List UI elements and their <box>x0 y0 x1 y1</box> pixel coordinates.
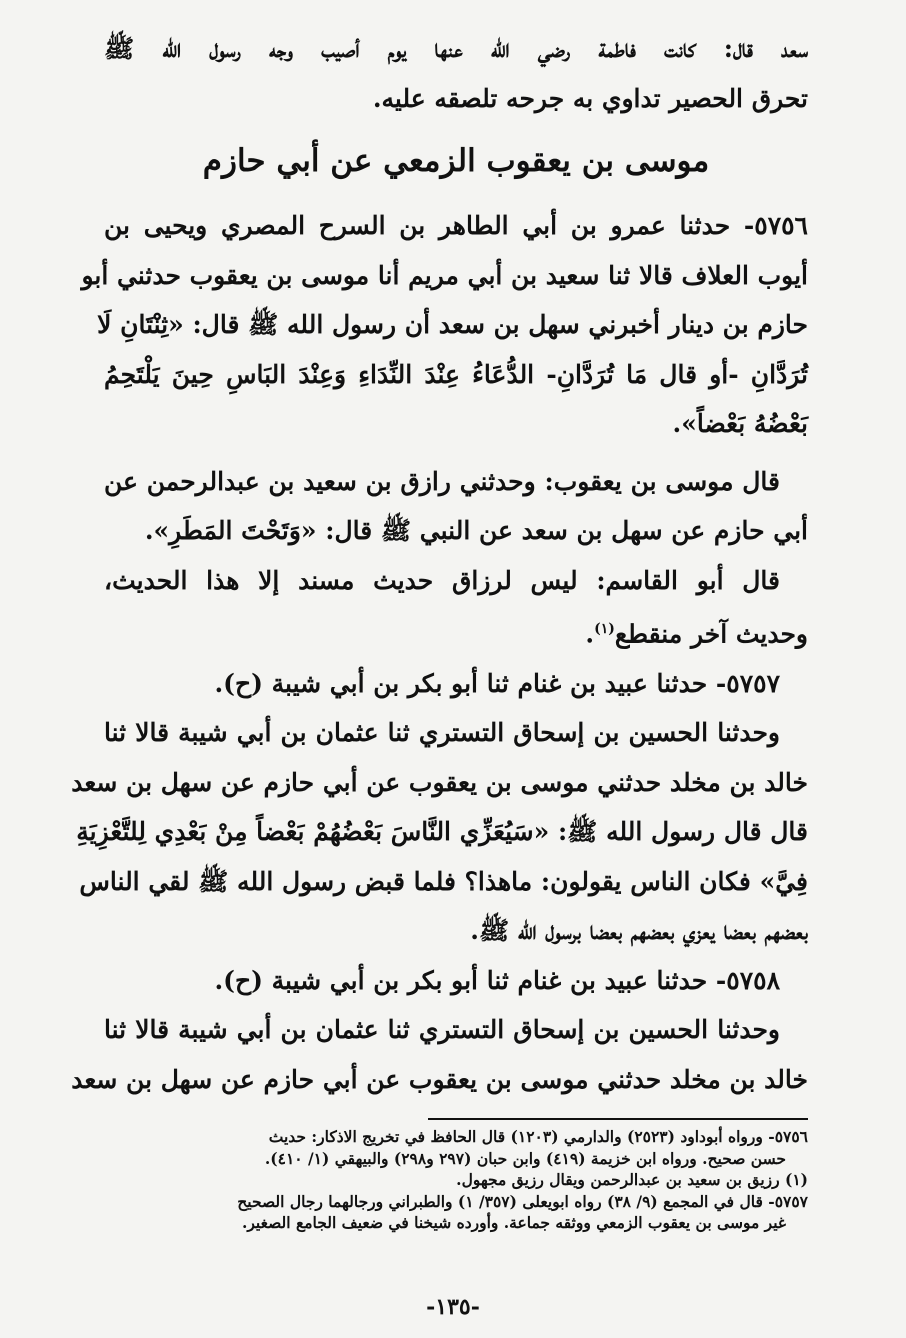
footnote-line: غير موسى بن يعقوب الزمعي ووثقه جماعة. وأورده شيخنا في ضعيف الجامع الصغير. <box>241 1213 786 1233</box>
text-line: بعضهم بعضا يعزي بعضهم بعضا برسول الله ﷺ. <box>470 916 808 946</box>
text-span: وحديث آخر منقطع <box>614 619 808 649</box>
text-line <box>104 605 808 659</box>
text-line: تحرق الحصير تداوي به جرحه تلصقه عليه. <box>372 83 808 113</box>
text-line: قال أبو القاسم: ليس لرزاق حديث مسند إلا هذا الحديث، <box>104 565 780 595</box>
footnote-line: ٥٧٥٧- قال في المجمع (٩/ ٣٨) رواه ابويعلى (٣٥٧/ ١) والطبراني ورجالهما رجال الصحيح <box>237 1191 808 1211</box>
text-line: وحدثنا الحسين بن إسحاق التستري ثنا عثمان بن أبي شيبة قالا ثنا <box>104 1015 780 1045</box>
hadith-number: ٥٧٥٨- <box>715 965 780 995</box>
hadith-text: حدثنا عمرو بن أبي الطاهر بن السرح المصري ويحيى بن <box>104 211 731 240</box>
text-span: . <box>585 619 595 649</box>
hadith-5758-line-1 <box>104 956 808 1006</box>
text-line: بَعْضُهُ بَعْضاً». <box>672 409 808 438</box>
text-line: أبي حازم عن سهل بن سعد عن النبي ﷺ قال: «وَتَحْتَ المَطَرِ». <box>144 516 808 545</box>
text-line: أيوب العلاف قالا ثنا سعيد بن أبي مريم أنا موسى بن يعقوب حدثني أبو <box>81 260 808 290</box>
footnote-divider <box>428 1118 808 1120</box>
footnote-line: حسن صحيح. ورواه ابن خزيمة (٤١٩) وابن حبان (٢٩٧ و٢٩٨) والبيهقي (١/ ٤١٠). <box>264 1148 786 1168</box>
hadith-text: حدثنا عبيد بن غنام ثنا أبو بكر بن أبي شيبة (ح). <box>214 965 708 995</box>
page-number: -١٣٥- <box>426 1294 480 1320</box>
text-line: قال موسى بن يعقوب: وحدثني رازق بن سعيد بن عبدالرحمن عن <box>104 466 780 496</box>
hadith-number: ٥٧٥٧- <box>715 668 780 698</box>
text-line: خالد بن مخلد حدثني موسى بن يعقوب عن أبي حازم عن سهل بن سعد <box>71 1064 808 1094</box>
hadith-number: ٥٧٥٦- <box>743 211 808 240</box>
text-line: سعد قال: كانت فاطمة رضي الله عنها يوم أصيب وجه رسول الله ﷺ <box>104 34 808 63</box>
hadith-5756-line-1 <box>104 201 808 251</box>
text-line: خالد بن مخلد حدثني موسى بن يعقوب عن أبي حازم عن سهل بن سعد <box>71 767 808 797</box>
hadith-5757-line-1 <box>104 659 808 709</box>
footnote-line: ٥٧٥٦- ورواه أبوداود (٢٥٢٣) والدارمي (١٢٠٣) قال الحافظ في تخريج الاذكار: حديث <box>268 1127 808 1147</box>
footnote-line: (١) رزيق بن سعيد بن عبدالرحمن ويقال رزيق مجهول. <box>456 1170 808 1190</box>
text-line: حازم بن دينار أخبرني سهل بن سعد أن رسول الله ﷺ قال: «ثِنْتَانِ لَا <box>97 310 808 339</box>
footnote-marker: (١) <box>594 621 615 637</box>
text-line: تُرَدَّانِ -أو قال مَا تُرَدَّانِ- الدُّعَاءُ عِنْدَ النِّدَاءِ وَعِنْدَ البَاسِ حِينَ يَلْتَحِمُ <box>104 359 808 389</box>
section-heading: موسى بن يعقوب الزمعي عن أبي حازم <box>202 143 710 179</box>
hadith-text: حدثنا عبيد بن غنام ثنا أبو بكر بن أبي شيبة (ح). <box>214 668 708 698</box>
text-line: فِيَّ» فكان الناس يقولون: ماهذا؟ فلما قبض رسول الله ﷺ لقي الناس <box>79 866 808 896</box>
text-line: وحدثنا الحسين بن إسحاق التستري ثنا عثمان بن أبي شيبة قالا ثنا <box>104 718 780 748</box>
text-line: قال قال رسول الله ﷺ: «سَيُعَزِّي النَّاسَ بَعْضُهُمْ بَعْضاً مِنْ بَعْدِي لِلتَّعْزِيَةِ <box>76 817 808 847</box>
